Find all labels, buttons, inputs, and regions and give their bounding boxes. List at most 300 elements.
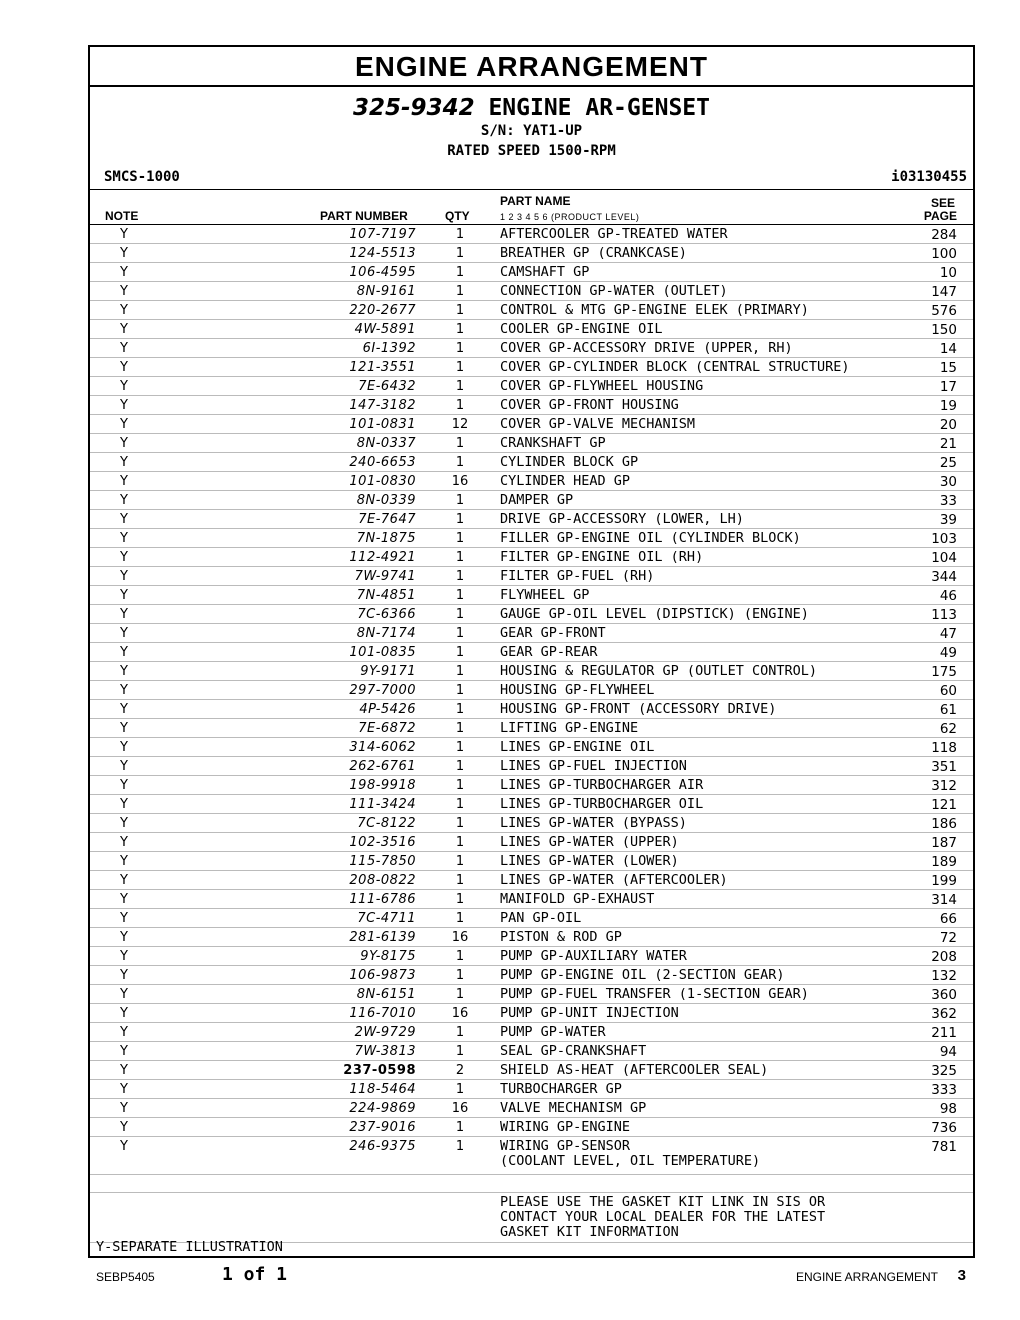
- row-note: Y: [120, 930, 128, 945]
- row-note: Y: [120, 474, 128, 489]
- table-row: [90, 282, 973, 301]
- table-row: [90, 833, 973, 852]
- row-note: Y: [120, 740, 128, 755]
- col-note: NOTE: [105, 209, 139, 223]
- row-part-number: 8N-7174: [356, 626, 416, 641]
- row-qty: 1: [455, 892, 465, 907]
- row-qty: 2: [455, 1063, 465, 1078]
- parts-table: [90, 225, 973, 1243]
- row-qty: 1: [455, 683, 465, 698]
- row-qty: 1: [455, 873, 465, 888]
- row-see-page: 66: [939, 911, 957, 927]
- row-part-number: 198-9918: [349, 778, 416, 793]
- row-part-number: 147-3182: [349, 398, 416, 413]
- row-see-page: 351: [931, 759, 957, 775]
- row-see-page: 113: [931, 607, 957, 623]
- row-part-number: 107-7197: [349, 227, 416, 242]
- row-note: Y: [120, 702, 128, 717]
- row-see-page: 362: [931, 1006, 957, 1022]
- row-part-number: 101-0831: [349, 417, 416, 432]
- table-row: [90, 1080, 973, 1099]
- col-page: PAGE: [923, 209, 957, 223]
- footer-section: ENGINE ARRANGEMENT: [795, 1270, 938, 1284]
- row-note: Y: [120, 816, 128, 831]
- table-row: [90, 263, 973, 282]
- row-part-name: CRANKSHAFT GP: [500, 435, 606, 451]
- row-part-number: 101-0830: [349, 474, 416, 489]
- row-qty: 1: [455, 911, 465, 926]
- row-part-name: PUMP GP-FUEL TRANSFER (1-SECTION GEAR): [500, 986, 809, 1002]
- row-part-name: DRIVE GP-ACCESSORY (LOWER, LH): [500, 511, 744, 527]
- row-part-number: 102-3516: [349, 835, 416, 850]
- row-part-number: 116-7010: [349, 1006, 416, 1021]
- row-qty: 1: [455, 531, 465, 546]
- row-note: Y: [120, 322, 128, 337]
- row-note: Y: [120, 341, 128, 356]
- row-see-page: 175: [931, 664, 957, 680]
- row-part-name: COVER GP-CYLINDER BLOCK (CENTRAL STRUCTURE): [500, 359, 850, 375]
- row-note: Y: [120, 835, 128, 850]
- row-note: Y: [120, 1006, 128, 1021]
- row-part-name: MANIFOLD GP-EXHAUST: [500, 891, 655, 907]
- row-part-name: DAMPER GP: [500, 492, 574, 508]
- row-part-name: PUMP GP-UNIT INJECTION: [500, 1005, 679, 1021]
- table-row: [90, 966, 973, 985]
- row-part-number: 208-0822: [349, 873, 416, 888]
- row-see-page: 14: [939, 341, 957, 357]
- row-part-number: 7C-6366: [357, 607, 416, 622]
- row-part-name: PISTON & ROD GP: [500, 929, 622, 945]
- row-note: Y: [120, 645, 128, 660]
- row-part-name: CAMSHAFT GP: [500, 264, 590, 280]
- row-part-name: HOUSING GP-FLYWHEEL: [500, 682, 655, 698]
- row-note: Y: [120, 265, 128, 280]
- row-note: Y: [120, 284, 128, 299]
- row-qty: 1: [455, 759, 465, 774]
- table-row: [90, 719, 973, 738]
- row-see-page: 189: [931, 854, 957, 870]
- row-note: Y: [120, 683, 128, 698]
- table-row: [90, 510, 973, 529]
- row-note: Y: [120, 1139, 128, 1154]
- smcs-code: SMCS-1000: [104, 169, 180, 185]
- row-part-name: LIFTING GP-ENGINE: [500, 720, 639, 736]
- row-qty: 1: [455, 246, 465, 261]
- row-part-number: 121-3551: [349, 360, 416, 375]
- serial-number: S/N: YAT1-UP: [480, 123, 583, 139]
- row-qty: 1: [455, 455, 465, 470]
- row-note: Y: [120, 512, 128, 527]
- row-part-name: PUMP GP-WATER: [500, 1024, 606, 1040]
- row-see-page: 187: [931, 835, 957, 851]
- table-row: [90, 1099, 973, 1118]
- row-qty: 1: [455, 778, 465, 793]
- row-part-number: 8N-6151: [356, 987, 416, 1002]
- row-part-number: 7W-9741: [354, 569, 416, 584]
- row-qty: 12: [451, 417, 469, 432]
- row-note: Y: [120, 550, 128, 565]
- table-row: [90, 757, 973, 776]
- col-qty: QTY: [445, 209, 470, 223]
- row-qty: 1: [455, 721, 465, 736]
- row-note: Y: [120, 1101, 128, 1116]
- table-row: [90, 415, 973, 434]
- table-row: [90, 624, 973, 643]
- row-part-name: HOUSING GP-FRONT (ACCESSORY DRIVE): [500, 701, 777, 717]
- row-note: Y: [120, 987, 128, 1002]
- row-part-name: FILTER GP-FUEL (RH): [500, 568, 655, 584]
- row-part-number: 246-9375: [349, 1139, 416, 1154]
- row-part-number: 106-4595: [349, 265, 416, 280]
- row-part-name: SEAL GP-CRANKSHAFT: [500, 1043, 647, 1059]
- row-part-number: 8N-0337: [356, 436, 416, 451]
- row-part-name: COVER GP-FLYWHEEL HOUSING: [500, 378, 704, 394]
- row-part-number: 111-6786: [349, 892, 416, 907]
- row-note: Y: [120, 1120, 128, 1135]
- table-row: [90, 225, 973, 244]
- row-part-name: CONNECTION GP-WATER (OUTLET): [500, 283, 728, 299]
- row-part-name: COVER GP-ACCESSORY DRIVE (UPPER, RH): [500, 340, 793, 356]
- row-part-number: 240-6653: [349, 455, 416, 470]
- row-see-page: 121: [931, 797, 957, 813]
- row-note: Y: [120, 949, 128, 964]
- row-see-page: 314: [931, 892, 957, 908]
- row-see-page: 118: [931, 740, 957, 756]
- table-row: [90, 586, 973, 605]
- row-part-name: FILLER GP-ENGINE OIL (CYLINDER BLOCK): [500, 530, 801, 546]
- row-part-name: GEAR GP-REAR: [500, 644, 598, 660]
- table-row: [90, 358, 973, 377]
- row-see-page: 17: [939, 379, 957, 395]
- row-part-name: HOUSING & REGULATOR GP (OUTLET CONTROL): [500, 663, 817, 679]
- row-part-number: 112-4921: [349, 550, 416, 565]
- row-part-name: AFTERCOOLER GP-TREATED WATER: [500, 226, 728, 242]
- table-row: [90, 871, 973, 890]
- row-note: Y: [120, 911, 128, 926]
- col-part-number: PART NUMBER: [320, 209, 408, 223]
- row-see-page: 60: [939, 683, 957, 699]
- row-part-name: FLYWHEEL GP: [500, 587, 590, 603]
- row-see-page: 10: [939, 265, 957, 281]
- table-row: [90, 909, 973, 928]
- row-part-number: 7E-7647: [358, 512, 416, 527]
- row-qty: 1: [455, 797, 465, 812]
- row-see-page: 30: [939, 474, 957, 490]
- row-qty: 1: [455, 702, 465, 717]
- row-note: Y: [120, 588, 128, 603]
- row-see-page: 39: [939, 512, 957, 528]
- row-note: Y: [120, 246, 128, 261]
- row-part-name: LINES GP-WATER (AFTERCOOLER): [500, 872, 728, 888]
- legend-note: Y-SEPARATE ILLUSTRATION: [96, 1239, 283, 1255]
- table-row: [90, 928, 973, 947]
- row-note: Y: [120, 493, 128, 508]
- row-qty: 1: [455, 1044, 465, 1059]
- row-part-name: CYLINDER HEAD GP: [500, 473, 631, 489]
- table-row: [90, 453, 973, 472]
- col-see: SEE: [930, 196, 955, 210]
- row-part-name: CONTROL & MTG GP-ENGINE ELEK (PRIMARY): [500, 302, 809, 318]
- gasket-note-row: [90, 1193, 973, 1243]
- table-row: [90, 947, 973, 966]
- row-qty: 1: [455, 987, 465, 1002]
- row-qty: 1: [455, 379, 465, 394]
- row-see-page: 284: [931, 227, 957, 243]
- assembly-part-number: 325-9342: [353, 95, 475, 121]
- table-row: [90, 1042, 973, 1061]
- row-qty: 1: [455, 322, 465, 337]
- row-note: Y: [120, 398, 128, 413]
- table-row: [90, 738, 973, 757]
- row-part-number: 9Y-9171: [360, 664, 416, 679]
- row-see-page: 33: [939, 493, 957, 509]
- row-qty: 1: [455, 949, 465, 964]
- row-note: Y: [120, 607, 128, 622]
- row-part-name: COVER GP-FRONT HOUSING: [500, 397, 679, 413]
- row-see-page: 49: [939, 645, 957, 661]
- table-row: [90, 320, 973, 339]
- table-row: [90, 529, 973, 548]
- row-see-page: 186: [931, 816, 957, 832]
- row-part-number: 220-2677: [349, 303, 416, 318]
- row-part-name: CYLINDER BLOCK GP: [500, 454, 639, 470]
- row-part-number: 7E-6432: [358, 379, 416, 394]
- row-part-number: 2W-9729: [354, 1025, 416, 1040]
- row-part-name: TURBOCHARGER GP: [500, 1081, 622, 1097]
- table-row: [90, 472, 973, 491]
- row-part-name: LINES GP-TURBOCHARGER AIR: [500, 777, 704, 793]
- row-part-number: 314-6062: [349, 740, 416, 755]
- row-part-number: 7E-6872: [358, 721, 416, 736]
- rated-speed: RATED SPEED 1500-RPM: [447, 143, 616, 159]
- row-part-name: COOLER GP-ENGINE OIL: [500, 321, 663, 337]
- row-note: Y: [120, 778, 128, 793]
- table-row: [90, 244, 973, 263]
- row-qty: 1: [455, 645, 465, 660]
- table-row: [90, 776, 973, 795]
- row-see-page: 104: [931, 550, 957, 566]
- row-see-page: 147: [931, 284, 957, 300]
- row-see-page: 208: [931, 949, 957, 965]
- row-qty: 16: [451, 1101, 469, 1116]
- row-see-page: 19: [939, 398, 957, 414]
- table-row: [90, 301, 973, 320]
- row-note: Y: [120, 1025, 128, 1040]
- row-see-page: 98: [939, 1101, 957, 1117]
- table-row: [90, 434, 973, 453]
- row-qty: 1: [455, 1025, 465, 1040]
- row-qty: 1: [455, 398, 465, 413]
- row-note: Y: [120, 892, 128, 907]
- row-part-name: WIRING GP-ENGINE: [500, 1119, 631, 1135]
- gasket-kit-note: PLEASE USE THE GASKET KIT LINK IN SIS OR CONTACT YOUR LOCAL DEALER FOR THE LATEST GASKET KIT INFORMATION: [500, 1194, 826, 1240]
- row-see-page: 62: [939, 721, 957, 737]
- row-note: Y: [120, 854, 128, 869]
- blank-row: [90, 1175, 973, 1193]
- row-part-name: WIRING GP-SENSOR (COOLANT LEVEL, OIL TEMPERATURE): [500, 1138, 761, 1169]
- row-note: Y: [120, 455, 128, 470]
- row-note: Y: [120, 569, 128, 584]
- row-part-name: LINES GP-WATER (BYPASS): [500, 815, 687, 831]
- row-note: Y: [120, 1063, 128, 1078]
- row-qty: 1: [455, 740, 465, 755]
- table-row: [90, 377, 973, 396]
- row-part-number: 4P-5426: [359, 702, 416, 717]
- table-row: [90, 396, 973, 415]
- row-see-page: 325: [931, 1063, 957, 1079]
- table-row: [90, 1137, 973, 1175]
- row-qty: 1: [455, 265, 465, 280]
- table-row: [90, 985, 973, 1004]
- table-row: [90, 814, 973, 833]
- row-part-name: LINES GP-WATER (UPPER): [500, 834, 679, 850]
- table-row: [90, 795, 973, 814]
- col-product-levels: 1 2 3 4 5 6 (PRODUCT LEVEL): [500, 212, 640, 222]
- row-part-name: LINES GP-FUEL INJECTION: [500, 758, 687, 774]
- row-part-number: 111-3424: [349, 797, 416, 812]
- table-row: [90, 491, 973, 510]
- row-note: Y: [120, 664, 128, 679]
- row-part-number: 237-0598: [343, 1063, 416, 1078]
- row-part-number: 237-9016: [349, 1120, 416, 1135]
- table-row: [90, 1004, 973, 1023]
- row-see-page: 94: [939, 1044, 957, 1060]
- row-see-page: 576: [931, 303, 957, 319]
- row-see-page: 132: [931, 968, 957, 984]
- row-qty: 1: [455, 284, 465, 299]
- assembly-heading: [90, 95, 973, 121]
- row-note: Y: [120, 721, 128, 736]
- row-note: Y: [120, 379, 128, 394]
- table-row: [90, 548, 973, 567]
- row-note: Y: [120, 531, 128, 546]
- header-divider: [90, 189, 973, 190]
- row-part-name: LINES GP-WATER (LOWER): [500, 853, 679, 869]
- row-qty: 1: [455, 816, 465, 831]
- row-qty: 1: [455, 550, 465, 565]
- footer-page-of: 1 of 1: [222, 1264, 288, 1285]
- row-qty: 1: [455, 835, 465, 850]
- row-qty: 1: [455, 854, 465, 869]
- table-row: [90, 1118, 973, 1137]
- row-qty: 16: [451, 930, 469, 945]
- row-part-number: 4W-5891: [354, 322, 416, 337]
- row-part-number: 7N-4851: [356, 588, 416, 603]
- row-note: Y: [120, 417, 128, 432]
- row-note: Y: [120, 797, 128, 812]
- row-part-name: COVER GP-VALVE MECHANISM: [500, 416, 696, 432]
- row-see-page: 781: [931, 1139, 957, 1155]
- row-note: Y: [120, 436, 128, 451]
- row-part-name: GAUGE GP-OIL LEVEL (DIPSTICK) (ENGINE): [500, 606, 809, 622]
- row-part-name: PAN GP-OIL: [500, 910, 582, 926]
- row-see-page: 199: [931, 873, 957, 889]
- row-note: Y: [120, 968, 128, 983]
- row-qty: 1: [455, 626, 465, 641]
- table-row: [90, 339, 973, 358]
- row-part-name: SHIELD AS-HEAT (AFTERCOOLER SEAL): [500, 1062, 769, 1078]
- footer-doc-number: SEBP5405: [96, 1270, 155, 1284]
- row-see-page: 150: [931, 322, 957, 338]
- assembly-part-name: ENGINE AR-GENSET: [488, 95, 710, 121]
- row-see-page: 46: [939, 588, 957, 604]
- row-part-number: 106-9873: [349, 968, 416, 983]
- row-see-page: 333: [931, 1082, 957, 1098]
- row-part-number: 7W-3813: [354, 1044, 416, 1059]
- row-part-name: VALVE MECHANISM GP: [500, 1100, 647, 1116]
- row-part-number: 101-0835: [349, 645, 416, 660]
- table-row: [90, 700, 973, 719]
- row-see-page: 72: [939, 930, 957, 946]
- row-qty: 1: [455, 227, 465, 242]
- table-row: [90, 1061, 973, 1080]
- row-part-name: PUMP GP-ENGINE OIL (2-SECTION GEAR): [500, 967, 785, 983]
- row-part-number: 9Y-8175: [360, 949, 416, 964]
- document-id: i03130455: [891, 169, 967, 185]
- table-row: [90, 662, 973, 681]
- row-note: Y: [120, 1044, 128, 1059]
- row-part-number: 6I-1392: [362, 341, 416, 356]
- row-part-number: 115-7850: [349, 854, 416, 869]
- row-see-page: 47: [939, 626, 957, 642]
- row-qty: 1: [455, 569, 465, 584]
- row-qty: 1: [455, 664, 465, 679]
- row-see-page: 736: [931, 1120, 957, 1136]
- row-qty: 1: [455, 303, 465, 318]
- row-part-number: 7N-1875: [356, 531, 416, 546]
- row-part-name: LINES GP-TURBOCHARGER OIL: [500, 796, 704, 812]
- row-part-name: PUMP GP-AUXILIARY WATER: [500, 948, 687, 964]
- row-qty: 1: [455, 607, 465, 622]
- row-see-page: 344: [931, 569, 957, 585]
- row-note: Y: [120, 227, 128, 242]
- row-see-page: 20: [939, 417, 957, 433]
- table-row: [90, 567, 973, 586]
- row-part-number: 7C-8122: [357, 816, 416, 831]
- row-part-name: FILTER GP-ENGINE OIL (RH): [500, 549, 704, 565]
- row-part-number: 297-7000: [349, 683, 416, 698]
- row-part-number: 224-9869: [349, 1101, 416, 1116]
- row-see-page: 61: [939, 702, 957, 718]
- document-frame: [88, 45, 975, 1258]
- row-see-page: 211: [931, 1025, 957, 1041]
- page-title: ENGINE ARRANGEMENT: [355, 51, 708, 82]
- footer-page-number: 3: [957, 1267, 966, 1284]
- row-see-page: 100: [931, 246, 957, 262]
- row-qty: 1: [455, 968, 465, 983]
- table-row: [90, 643, 973, 662]
- row-note: Y: [120, 626, 128, 641]
- table-row: [90, 681, 973, 700]
- row-qty: 16: [451, 474, 469, 489]
- row-part-name: BREATHER GP (CRANKCASE): [500, 245, 687, 261]
- table-row: [90, 1023, 973, 1042]
- row-see-page: 360: [931, 987, 957, 1003]
- row-qty: 1: [455, 1082, 465, 1097]
- row-qty: 1: [455, 436, 465, 451]
- row-part-number: 124-5513: [349, 246, 416, 261]
- row-note: Y: [120, 873, 128, 888]
- table-row: [90, 890, 973, 909]
- row-qty: 1: [455, 360, 465, 375]
- row-qty: 1: [455, 1139, 465, 1154]
- row-part-name: LINES GP-ENGINE OIL: [500, 739, 655, 755]
- title-bar: [90, 47, 973, 87]
- row-part-number: 8N-0339: [356, 493, 416, 508]
- row-note: Y: [120, 759, 128, 774]
- row-see-page: 21: [939, 436, 957, 452]
- row-part-number: 8N-9161: [356, 284, 416, 299]
